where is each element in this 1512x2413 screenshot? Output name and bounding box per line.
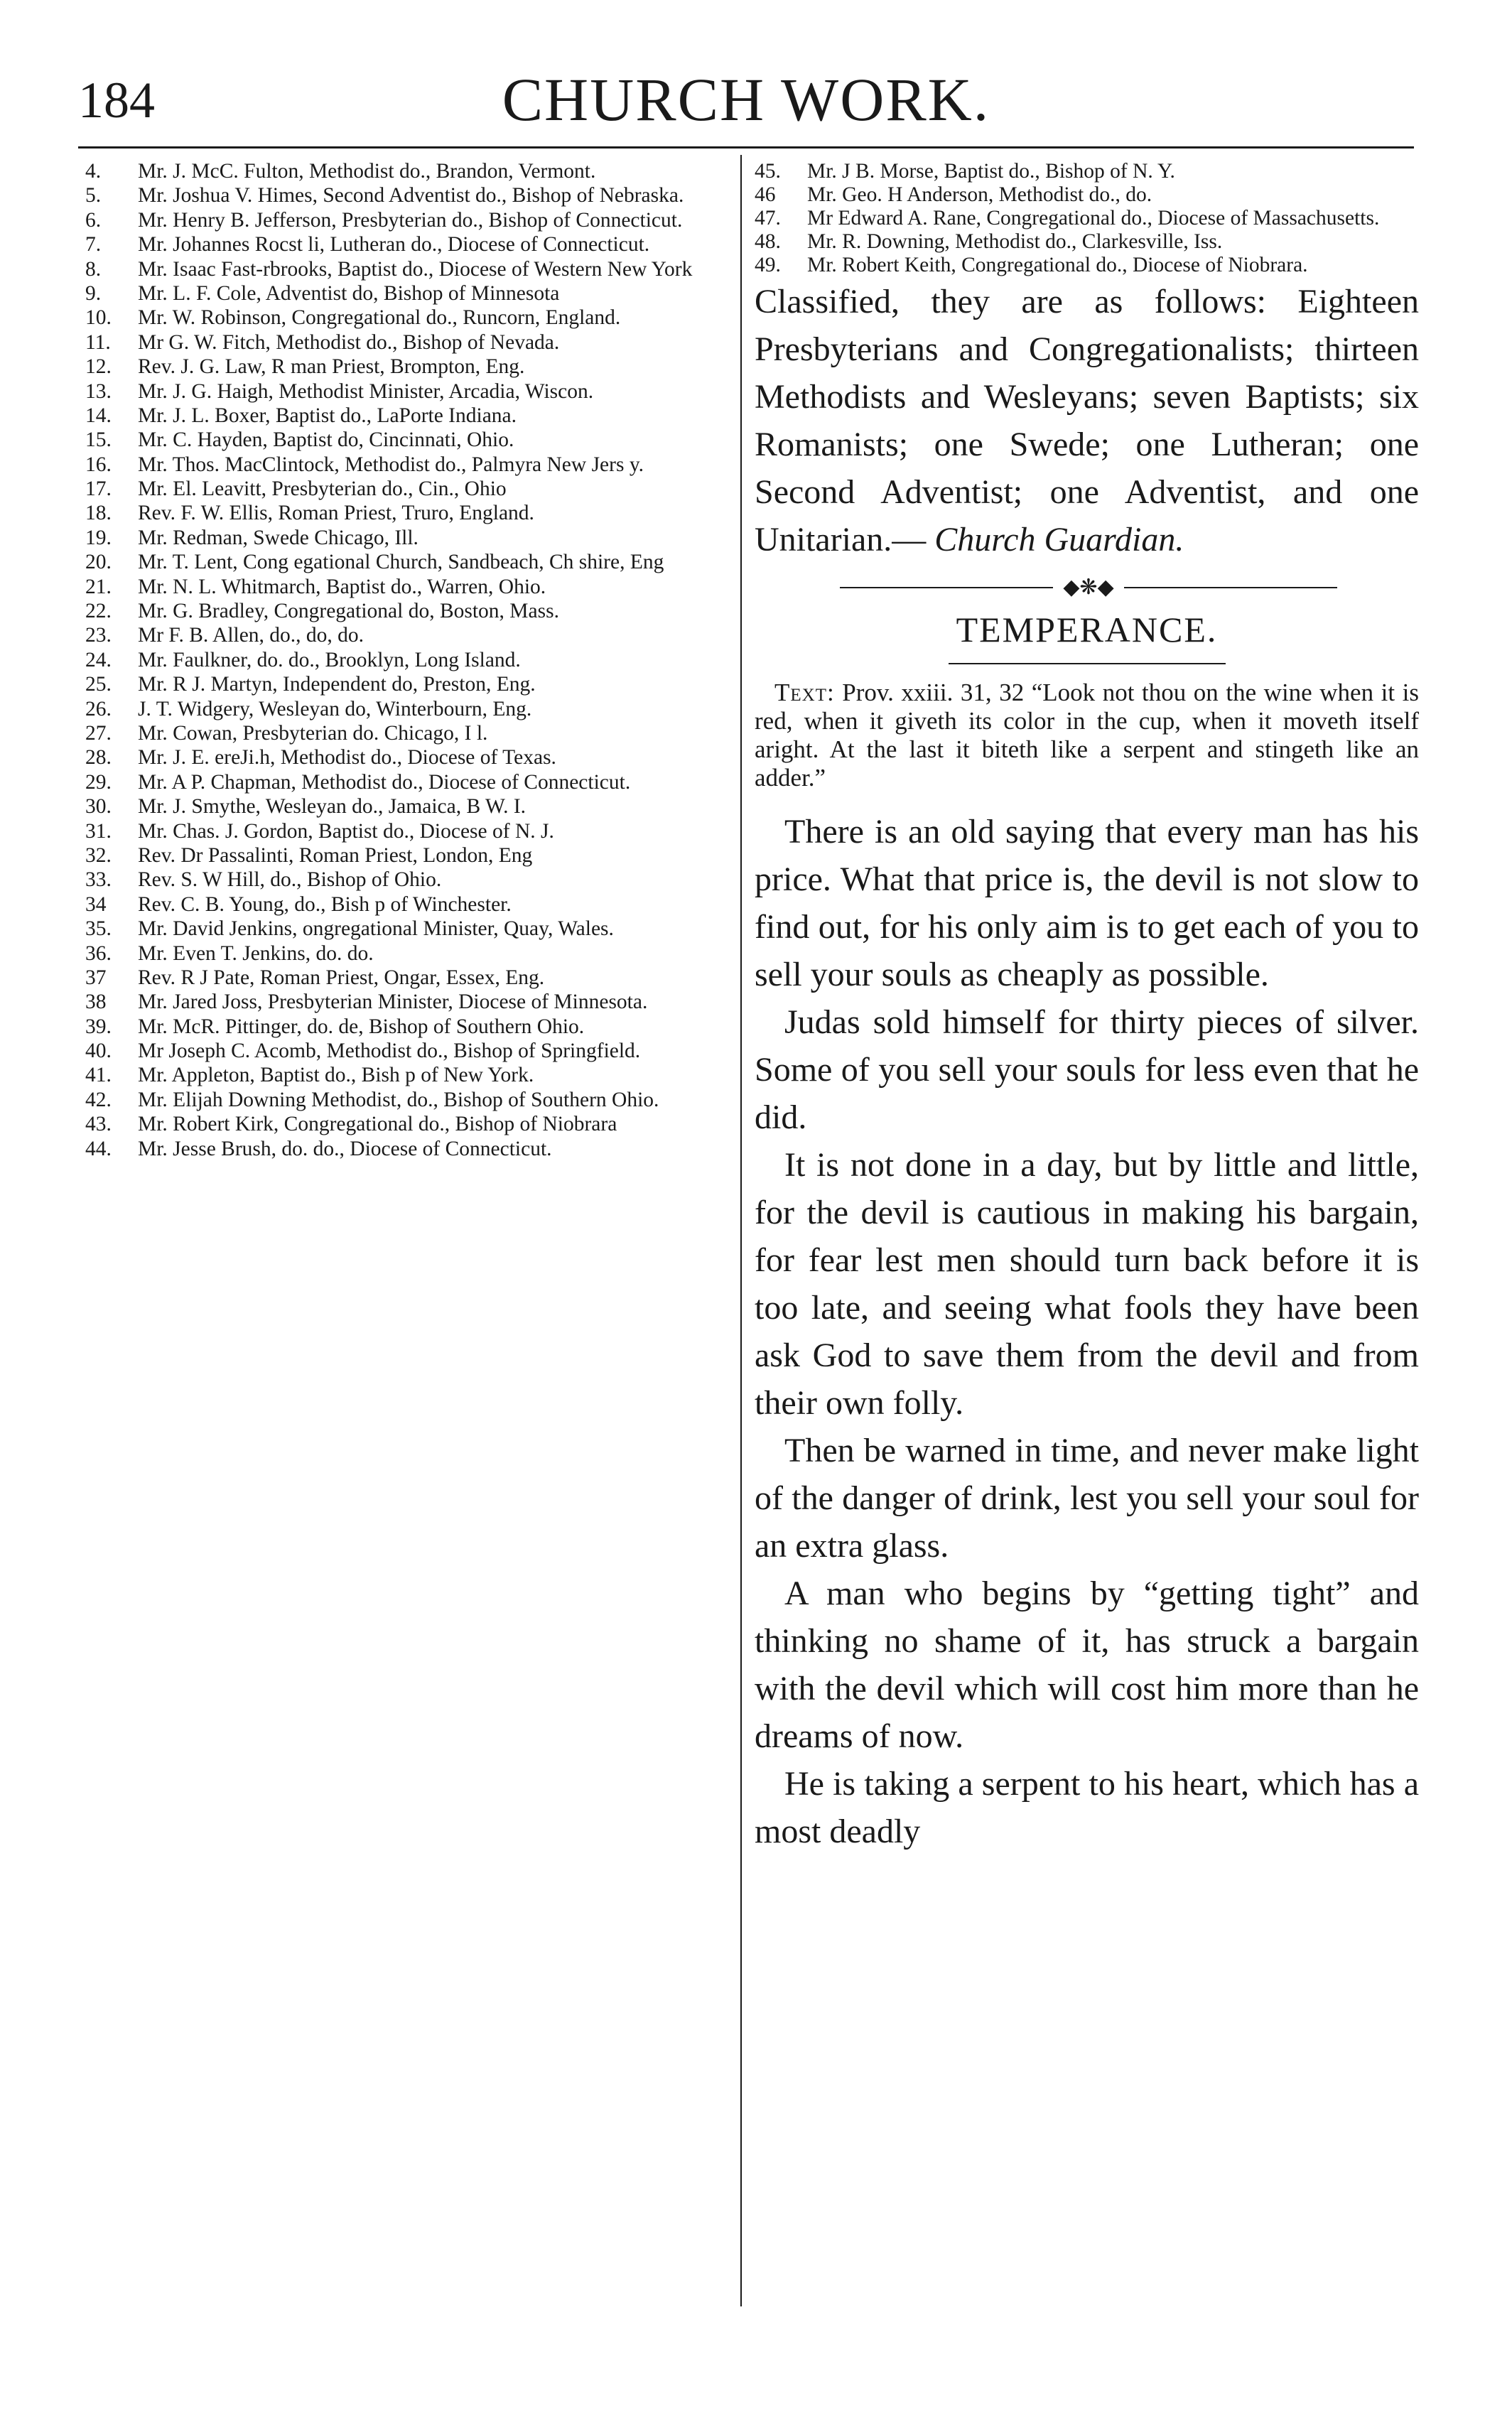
list-item-text: Rev. C. B. Young, do., Bish p of Winchester. xyxy=(138,892,512,916)
list-item-number: 10. xyxy=(85,306,112,330)
list-item-text: Mr. J. G. Haigh, Methodist Minister, Arcadia, Wiscon. xyxy=(138,379,594,403)
list-item xyxy=(85,674,725,696)
list-item-number: 44. xyxy=(85,1137,112,1160)
list-item-number: 17. xyxy=(85,477,112,501)
list-item xyxy=(85,405,725,427)
list-item-text: Mr. J. McC. Fulton, Methodist do., Brandon, Vermont. xyxy=(138,160,596,183)
list-item-text: Mr F. B. Allen, do., do, do. xyxy=(138,624,364,647)
list-item-text: Mr Edward A. Rane, Congregational do., Diocese of Massachusetts. xyxy=(807,207,1380,230)
right-column xyxy=(755,161,1419,1855)
list-item-number: 42. xyxy=(85,1088,112,1111)
list-item xyxy=(85,991,725,1013)
list-item xyxy=(85,747,725,769)
list-item-text: Mr. McR. Pittinger, do. de, Bishop of Southern Ohio. xyxy=(138,1015,585,1038)
list-item-number: 14. xyxy=(85,404,112,427)
list-item xyxy=(85,429,725,451)
list-item xyxy=(85,307,725,329)
list-item-text: Mr. Cowan, Presbyterian do. Chicago, I l. xyxy=(138,721,488,745)
list-item-number: 11. xyxy=(85,330,111,354)
list-item-number: 6. xyxy=(85,208,102,232)
list-item-text: Mr. J. Smythe, Wesleyan do., Jamaica, B W. I. xyxy=(138,795,526,819)
list-item xyxy=(85,234,725,256)
list-item xyxy=(85,478,725,500)
list-item xyxy=(85,1113,725,1135)
list-item-text: Rev. R J Pate, Roman Priest, Ongar, Essex, Eng. xyxy=(138,966,545,989)
list-item xyxy=(85,1016,725,1038)
list-item xyxy=(755,231,1419,253)
list-item xyxy=(755,161,1419,183)
list-item xyxy=(85,1040,725,1062)
classified-paragraph xyxy=(755,278,1419,563)
section-title-rule xyxy=(949,663,1226,664)
list-item xyxy=(85,600,725,622)
list-item-text: Mr. Appleton, Baptist do., Bish p of New York. xyxy=(138,1064,534,1087)
list-item-number: 38 xyxy=(85,990,107,1014)
list-item-text: Rev. F. W. Ellis, Roman Priest, Truro, England. xyxy=(138,502,534,525)
list-item-text: Mr Joseph C. Acomb, Methodist do., Bishop of Springfield. xyxy=(138,1040,641,1063)
list-item-text: Rev. Dr Passalinti, Roman Priest, London, Eng xyxy=(138,843,533,867)
list-item-text: Mr G. W. Fitch, Methodist do., Bishop of Nevada. xyxy=(138,330,560,354)
paragraph: Then be warned in time, and never make light of the danger of drink, lest you sell your soul for an extra glass. xyxy=(755,1432,1419,1565)
list-item-number: 18. xyxy=(85,502,112,525)
list-item-number: 33. xyxy=(85,868,112,892)
list-item-number: 34 xyxy=(85,892,107,916)
list-item xyxy=(85,185,725,207)
list-item xyxy=(85,943,725,965)
list-item-text: Mr. N. L. Whitmarch, Baptist do., Warren, Ohio. xyxy=(138,575,546,598)
list-item-number: 41. xyxy=(85,1064,112,1087)
list-item xyxy=(755,254,1419,276)
list-item xyxy=(85,698,725,720)
list-item-number: 20. xyxy=(85,551,112,574)
list-item xyxy=(85,210,725,232)
list-item-number: 21. xyxy=(85,575,112,598)
list-item-number: 16. xyxy=(85,453,112,476)
list-item-number: 48. xyxy=(755,230,781,253)
list-item-text: Mr. G. Bradley, Congregational do, Boston, Mass. xyxy=(138,600,559,623)
list-item xyxy=(85,576,725,598)
list-item-number: 29. xyxy=(85,770,112,794)
scripture-passage: Prov. xxiii. 31, 32 “Look not thou on the wine when it is red, when it giveth its color in the cup, when it moveth itself aright. At the last it biteth like a serpent and stingeth like an adder.” xyxy=(755,679,1420,792)
list-item-number: 46 xyxy=(755,183,776,206)
list-item-text: Mr. Jesse Brush, do. do., Diocese of Connecticut. xyxy=(138,1137,552,1160)
list-item-number: 26. xyxy=(85,697,112,720)
list-item xyxy=(85,1064,725,1086)
section-ornament xyxy=(755,572,1419,603)
list-item-number: 37 xyxy=(85,966,107,989)
running-head: CHURCH WORK. xyxy=(502,65,990,134)
paragraph: There is an old saying that every man has his price. What that price is, the devil is not slow to find out, for his only aim is to get each of you to sell your souls as cheaply as possible. xyxy=(755,813,1419,993)
list-item xyxy=(85,551,725,573)
list-item xyxy=(85,796,725,818)
list-item-number: 36. xyxy=(85,941,112,965)
list-item-number: 47. xyxy=(755,207,781,230)
list-item-text: Mr. J B. Morse, Baptist do., Bishop of N. Y. xyxy=(807,160,1175,183)
list-item xyxy=(85,772,725,794)
list-item-number: 7. xyxy=(85,233,102,257)
list-item-number: 19. xyxy=(85,526,112,549)
list-item-number: 28. xyxy=(85,746,112,770)
list-item-text: Mr. Johannes Rocst li, Lutheran do., Diocese of Connecticut. xyxy=(138,233,650,257)
list-item-text: Mr. W. Robinson, Congregational do., Runcorn, England. xyxy=(138,306,621,330)
list-item-number: 24. xyxy=(85,648,112,671)
paragraph: Judas sold himself for thirty pieces of silver. Some of you sell your souls for less even that he did. xyxy=(755,1003,1419,1136)
list-item-number: 27. xyxy=(85,721,112,745)
list-item-text: Mr. Thos. MacClintock, Methodist do., Palmyra New Jers y. xyxy=(138,453,644,476)
list-item-number: 5. xyxy=(85,184,102,207)
list-item-text: Mr. Henry B. Jefferson, Presbyterian do., Bishop of Connecticut. xyxy=(138,208,683,232)
list-item-number: 40. xyxy=(85,1040,112,1063)
list-item-text: Mr. R. Downing, Methodist do., Clarkesville, Iss. xyxy=(807,230,1223,253)
list-item-text: Mr. Redman, Swede Chicago, Ill. xyxy=(138,526,418,549)
list-item-text: Mr. Even T. Jenkins, do. do. xyxy=(138,941,374,965)
list-item-text: Mr. El. Leavitt, Presbyterian do., Cin., Ohio xyxy=(138,477,507,501)
list-item-number: 45. xyxy=(755,160,781,183)
list-item-text: Mr. Joshua V. Himes, Second Adventist do., Bishop of Nebraska. xyxy=(138,184,684,207)
list-item-text: Mr. Isaac Fast-rbrooks, Baptist do., Diocese of Western New York xyxy=(138,257,693,281)
list-item xyxy=(85,502,725,524)
list-item-text: Mr. Elijah Downing Methodist, do., Bishop of Southern Ohio. xyxy=(138,1088,659,1111)
ornament-line-right xyxy=(1124,587,1337,588)
list-item xyxy=(85,649,725,671)
list-item xyxy=(85,821,725,843)
list-item xyxy=(85,454,725,476)
list-item-number: 22. xyxy=(85,600,112,623)
list-item-number: 9. xyxy=(85,281,102,305)
list-item-number: 30. xyxy=(85,795,112,819)
list-item-number: 4. xyxy=(85,160,102,183)
header-rule xyxy=(78,146,1414,149)
list-item xyxy=(85,259,725,281)
list-item-number: 49. xyxy=(755,254,781,276)
list-item xyxy=(85,894,725,916)
section-title: TEMPERANCE. xyxy=(956,610,1218,649)
list-item-number: 39. xyxy=(85,1015,112,1038)
list-item xyxy=(85,356,725,378)
list-item xyxy=(85,869,725,891)
paragraph: He is taking a serpent to his heart, which has a most deadly xyxy=(755,1765,1419,1850)
list-item xyxy=(85,1089,725,1111)
list-item-number: 31. xyxy=(85,819,112,843)
column-divider xyxy=(740,155,742,2306)
sermon-paragraphs xyxy=(755,808,1419,1855)
list-item-text: J. T. Widgery, Wesleyan do, Winterbourn, Eng. xyxy=(138,697,532,720)
list-item-text: Mr. L. F. Cole, Adventist do, Bishop of Minnesota xyxy=(138,281,560,305)
page-header xyxy=(78,64,1414,142)
list-item-text: Mr. A P. Chapman, Methodist do., Diocese of Connecticut. xyxy=(138,770,631,794)
list-item-text: Mr. Jared Joss, Presbyterian Minister, Diocese of Minnesota. xyxy=(138,990,648,1014)
list-item xyxy=(85,723,725,745)
scripture-text xyxy=(755,679,1419,792)
list-item-text: Mr. J. E. ereJi.h, Methodist do., Diocese of Texas. xyxy=(138,746,556,770)
list-item xyxy=(755,184,1419,206)
list-item-number: 13. xyxy=(85,379,112,403)
list-item xyxy=(85,332,725,354)
page-number: 184 xyxy=(78,72,155,129)
list-item-text: Mr. Faulkner, do. do., Brooklyn, Long Island. xyxy=(138,648,521,671)
list-item-number: 25. xyxy=(85,673,112,696)
scripture-label: Text: xyxy=(774,679,835,706)
ornament-line-left xyxy=(840,587,1053,588)
list-item-text: Mr. T. Lent, Cong egational Church, Sandbeach, Ch shire, Eng xyxy=(138,551,664,574)
list-item-text: Mr. R J. Martyn, Independent do, Preston, Eng. xyxy=(138,673,536,696)
list-item-number: 15. xyxy=(85,428,112,452)
list-item-number: 12. xyxy=(85,355,112,379)
list-item xyxy=(85,918,725,940)
list-item xyxy=(85,625,725,647)
list-item-text: Mr. Geo. H Anderson, Methodist do., do. xyxy=(807,183,1152,206)
list-item-text: Mr. Robert Kirk, Congregational do., Bishop of Niobrara xyxy=(138,1113,617,1136)
list-item xyxy=(85,845,725,867)
paragraph: It is not done in a day, but by little and little, for the devil is cautious in making his bargain, for fear lest men should turn back before it is too late, and seeing what fools they have been ask God to save them from the devil and from their own folly. xyxy=(755,1146,1419,1422)
list-item xyxy=(85,1138,725,1160)
list-item xyxy=(85,161,725,183)
list-item-number: 35. xyxy=(85,917,112,941)
list-item xyxy=(755,207,1419,230)
list-item-text: Mr. Robert Keith, Congregational do., Diocese of Niobrara. xyxy=(807,254,1308,276)
list-item-text: Rev. J. G. Law, R man Priest, Brompton, Eng. xyxy=(138,355,525,379)
list-item-number: 32. xyxy=(85,843,112,867)
list-item-text: Mr. Chas. J. Gordon, Baptist do., Diocese of N. J. xyxy=(138,819,554,843)
list-item-text: Mr. J. L. Boxer, Baptist do., LaPorte Indiana. xyxy=(138,404,517,427)
list-item-text: Mr. C. Hayden, Baptist do, Cincinnati, Ohio. xyxy=(138,428,514,452)
list-item-text: Rev. S. W Hill, do., Bishop of Ohio. xyxy=(138,868,442,892)
ornament-center-icon: ◆❋◆ xyxy=(1063,576,1114,599)
right-column-entries xyxy=(755,161,1419,276)
list-item-number: 43. xyxy=(85,1113,112,1136)
list-item xyxy=(85,381,725,403)
paragraph: A man who begins by “getting tight” and thinking no shame of it, has struck a bargain with the devil which will cost him more than he dreams of now. xyxy=(755,1575,1419,1755)
list-item xyxy=(85,283,725,305)
left-column xyxy=(85,161,725,1162)
classified-attribution: Church Guardian. xyxy=(934,521,1184,558)
list-item-number: 8. xyxy=(85,257,102,281)
list-item xyxy=(85,527,725,549)
list-item xyxy=(85,967,725,989)
list-item-text: Mr. David Jenkins, ongregational Minister, Quay, Wales. xyxy=(138,917,614,941)
classified-text: Classified, they are as follows: Eighteen Presbyterians and Congregationalists; thirteen Methodists and Wesleyans; seven Baptists; six Romanists; one Swede; one Lutheran; one Second Adventist; one Adventist, and one Unitarian.— xyxy=(755,283,1419,558)
list-item-number: 23. xyxy=(85,624,112,647)
